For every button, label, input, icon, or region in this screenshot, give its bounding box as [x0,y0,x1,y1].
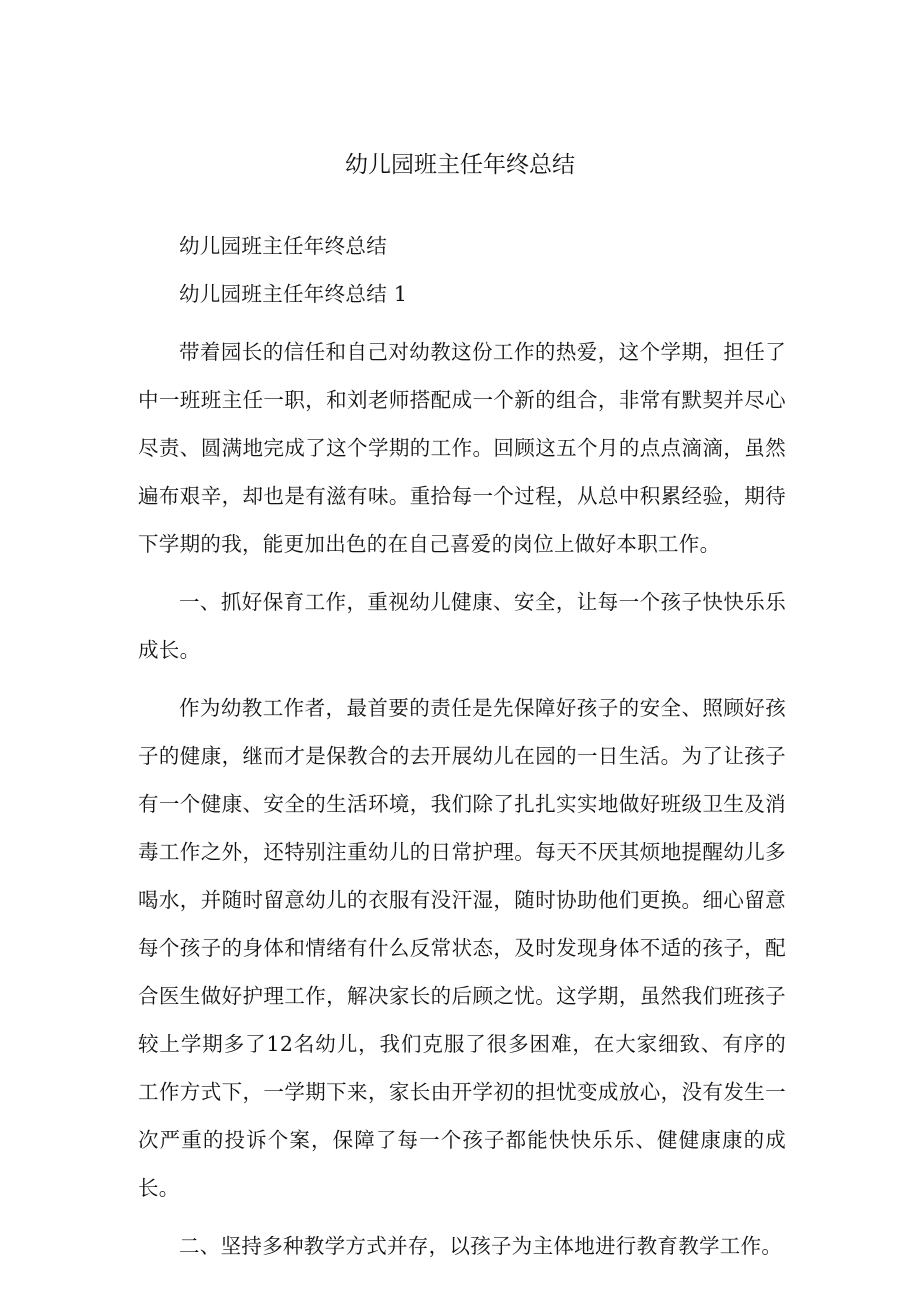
document-title: 幼儿园班主任年终总结 [345,152,575,178]
document-subtitle: 幼儿园班主任年终总结 [179,234,387,258]
paragraph-heading-two: 二、坚持多种教学方式并存，以孩子为主体地进行教育教学工作。 [179,1234,783,1258]
section-heading: 幼儿园班主任年终总结 1 [179,282,408,306]
document-body [138,222,786,1280]
paragraph-intro: 带着园长的信任和自己对幼教这份工作的热爱，这个学期，担任了中一班班主任一职，和刘老师搭配成一个新的组合，非常有默契并尽心尽责、圆满地完成了这个学期的工作。回顾这五个月的点点滴滴，虽然遍布艰辛，却也是有滋有味。重拾每一个过程，从总中积累经验，期待下学期的我，能更加出色的在自己喜爱的岗位上做好本职工作。 [138,340,786,556]
paragraph-care-work: 作为幼教工作者，最首要的责任是先保障好孩子的安全、照顾好孩子的健康，继而才是保教合的去开展幼儿在园的一日生活。为了让孩子有一个健康、安全的生活环境，我们除了扎扎实实地做好班级卫生及消毒工作之外，还特别注重幼儿的日常护理。每天不厌其烦地提醒幼儿多喝水，并随时留意幼儿的衣服有没汗湿，随时协助他们更换。细心留意每个孩子的身体和情绪有什么反常状态，及时发现身体不适的孩子，配合医生做好护理工作，解决家长的后顾之忧。这学期，虽然我们班孩子较上学期多了12名幼儿，我们克服了很多困难，在大家细致、有序的工作方式下，一学期下来，家长由开学初的担忧变成放心，没有发生一次严重的投诉个案，保障了每一个孩子都能快快乐乐、健健康康的成长。 [138,696,786,1200]
paragraph-heading-one: 一、抓好保育工作，重视幼儿健康、安全，让每一个孩子快快乐乐成长。 [138,590,786,662]
